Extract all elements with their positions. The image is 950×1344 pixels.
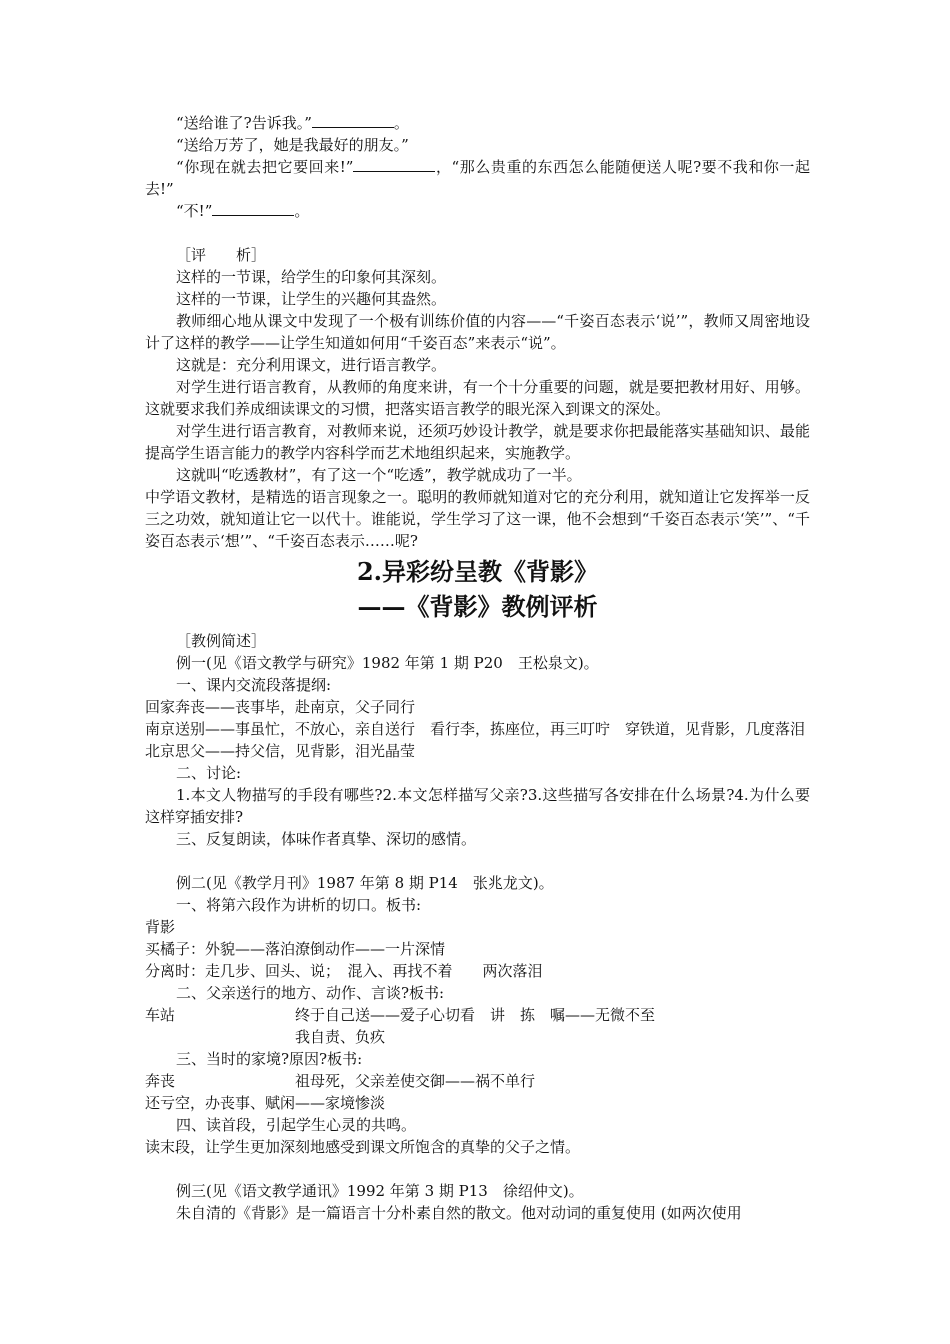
analysis-paragraph: 这样的一节课，给学生的印象何其深刻。 — [176, 268, 447, 286]
fill-blank[interactable] — [312, 113, 394, 128]
example-1-line: 一、课内交流段落提纲: — [176, 676, 332, 694]
board-text: 终于自己送——爱子心切看 讲 拣 嘱——无微不至 — [295, 1006, 656, 1024]
dialogue-line-1: “送给谁了?告诉我。” 。 — [176, 114, 409, 132]
example-2-heading: 例二(见《教学月刊》1987 年第 8 期 P14 张兆龙文)。 — [176, 874, 554, 892]
board-label: 奔丧 — [145, 1072, 176, 1090]
example-2-line: 四、读首段，引起学生心灵的共鸣。 — [176, 1116, 417, 1134]
board-text: 祖母死，父亲差使交御——祸不单行 — [295, 1072, 536, 1090]
example-1-line: 二、讨论: — [176, 764, 242, 782]
example-1-heading: 例一(见《语文教学与研究》1982 年第 1 期 P20 王松泉文)。 — [176, 654, 599, 672]
example-1-line: 三、反复朗读，体味作者真挚、深切的感情。 — [176, 830, 477, 848]
fill-blank[interactable] — [212, 201, 294, 216]
example-2-board-row — [145, 1004, 810, 1026]
spacer — [145, 222, 810, 244]
example-1-line: 1.本文人物描写的手段有哪些?2.本文怎样描写父亲?3.这些描写各安排在什么场景?4.为什么要这样穿插安排? — [145, 786, 810, 826]
section-title: 2.异彩纷呈教《背影》 — [356, 557, 599, 586]
example-2-line: 还亏空，办丧事、赋闲——家境惨淡 — [145, 1094, 386, 1112]
analysis-paragraph: 这就是：充分利用课文，进行语言教学。 — [176, 356, 447, 374]
spacer — [145, 1158, 810, 1180]
document-page — [145, 112, 810, 1224]
example-2-line: 买橘子：外貌——落泊潦倒动作——一片深情 — [145, 940, 446, 958]
analysis-paragraph: 这就叫“吃透教材”，有了这一个“吃透”，教学就成功了一半。 — [176, 466, 582, 484]
example-2-line: 读末段，让学生更加深刻地感受到课文所饱含的真挚的父子之情。 — [145, 1138, 581, 1156]
example-1-line: 回家奔丧——丧事毕，赴南京，父子同行 — [145, 698, 416, 716]
analysis-paragraph: 这样的一节课，让学生的兴趣何其盎然。 — [176, 290, 447, 308]
case-intro-heading: ［教例简述］ — [176, 632, 267, 650]
analysis-paragraph: 中学语文教材，是精选的语言现象之一。聪明的教师就知道对它的充分利用，就知道让它发挥举一反三之功效，就知道让它一以代十。谁能说，学生学习了这一课，他不会想到“千姿百态表示‘笑’”、“千姿百态表示‘想’”、“千姿百态表示……呢? — [145, 488, 810, 550]
analysis-paragraph: 教师细心地从课文中发现了一个极有训练价值的内容——“千姿百态表示‘说’”，教师又周密地设计了这样的教学——让学生知道如何用“千姿百态”来表示“说”。 — [145, 312, 810, 352]
analysis-paragraph: 对学生进行语言教育，从教师的角度来讲，有一个十分重要的问题，就是要把教材用好、用够。这就要求我们养成细读课文的习惯，把落实语言教学的眼光深入到课文的深处。 — [145, 378, 810, 418]
example-3-heading: 例三(见《语文教学通讯》1992 年第 3 期 P13 徐绍仲文)。 — [176, 1182, 584, 1200]
example-1-line: 北京思父——持父信，见背影，泪光晶莹 — [145, 742, 416, 760]
dialogue-line-3: “你现在就去把它要回来!” ，“那么贵重的东西怎么能随便送人呢?要不我和你一起去!” — [145, 158, 810, 198]
example-2-line: 背影 — [145, 918, 176, 936]
example-3-line: 朱自清的《背影》是一篇语言十分朴素自然的散文。他对动词的重复使用 (如两次使用 — [176, 1204, 742, 1222]
example-2-line: 三、当时的家境?原因?板书: — [176, 1050, 363, 1068]
section-subtitle: ——《背影》教例评析 — [357, 592, 598, 621]
example-2-line: 一、将第六段作为讲析的切口。板书: — [176, 896, 422, 914]
spacer — [145, 850, 810, 872]
board-label: 车站 — [145, 1006, 176, 1024]
example-2-board-row — [145, 1070, 810, 1092]
example-2-line: 分离时：走几步、回头、说； 混入、再找不着 两次落泪 — [145, 962, 543, 980]
example-2-line: 我自责、负疚 — [295, 1028, 386, 1046]
example-2-line: 二、父亲送行的地方、动作、言谈?板书: — [176, 984, 445, 1002]
analysis-paragraph: 对学生进行语言教育，对教师来说，还须巧妙设计教学，就是要求你把最能落实基础知识、最能提高学生语言能力的教学内容科学而艺术地组织起来，实施教学。 — [145, 422, 810, 462]
dialogue-line-4: “不!” 。 — [176, 202, 310, 220]
example-1-line: 南京送别——事虽忙，不放心，亲自送行 看行李，拣座位，再三叮咛 穿铁道，见背影，几度落泪 — [145, 720, 806, 738]
fill-blank[interactable] — [353, 157, 435, 172]
dialogue-line-2: “送给万芳了，她是我最好的朋友。” — [176, 136, 409, 154]
analysis-heading: ［评 析］ — [176, 246, 267, 264]
